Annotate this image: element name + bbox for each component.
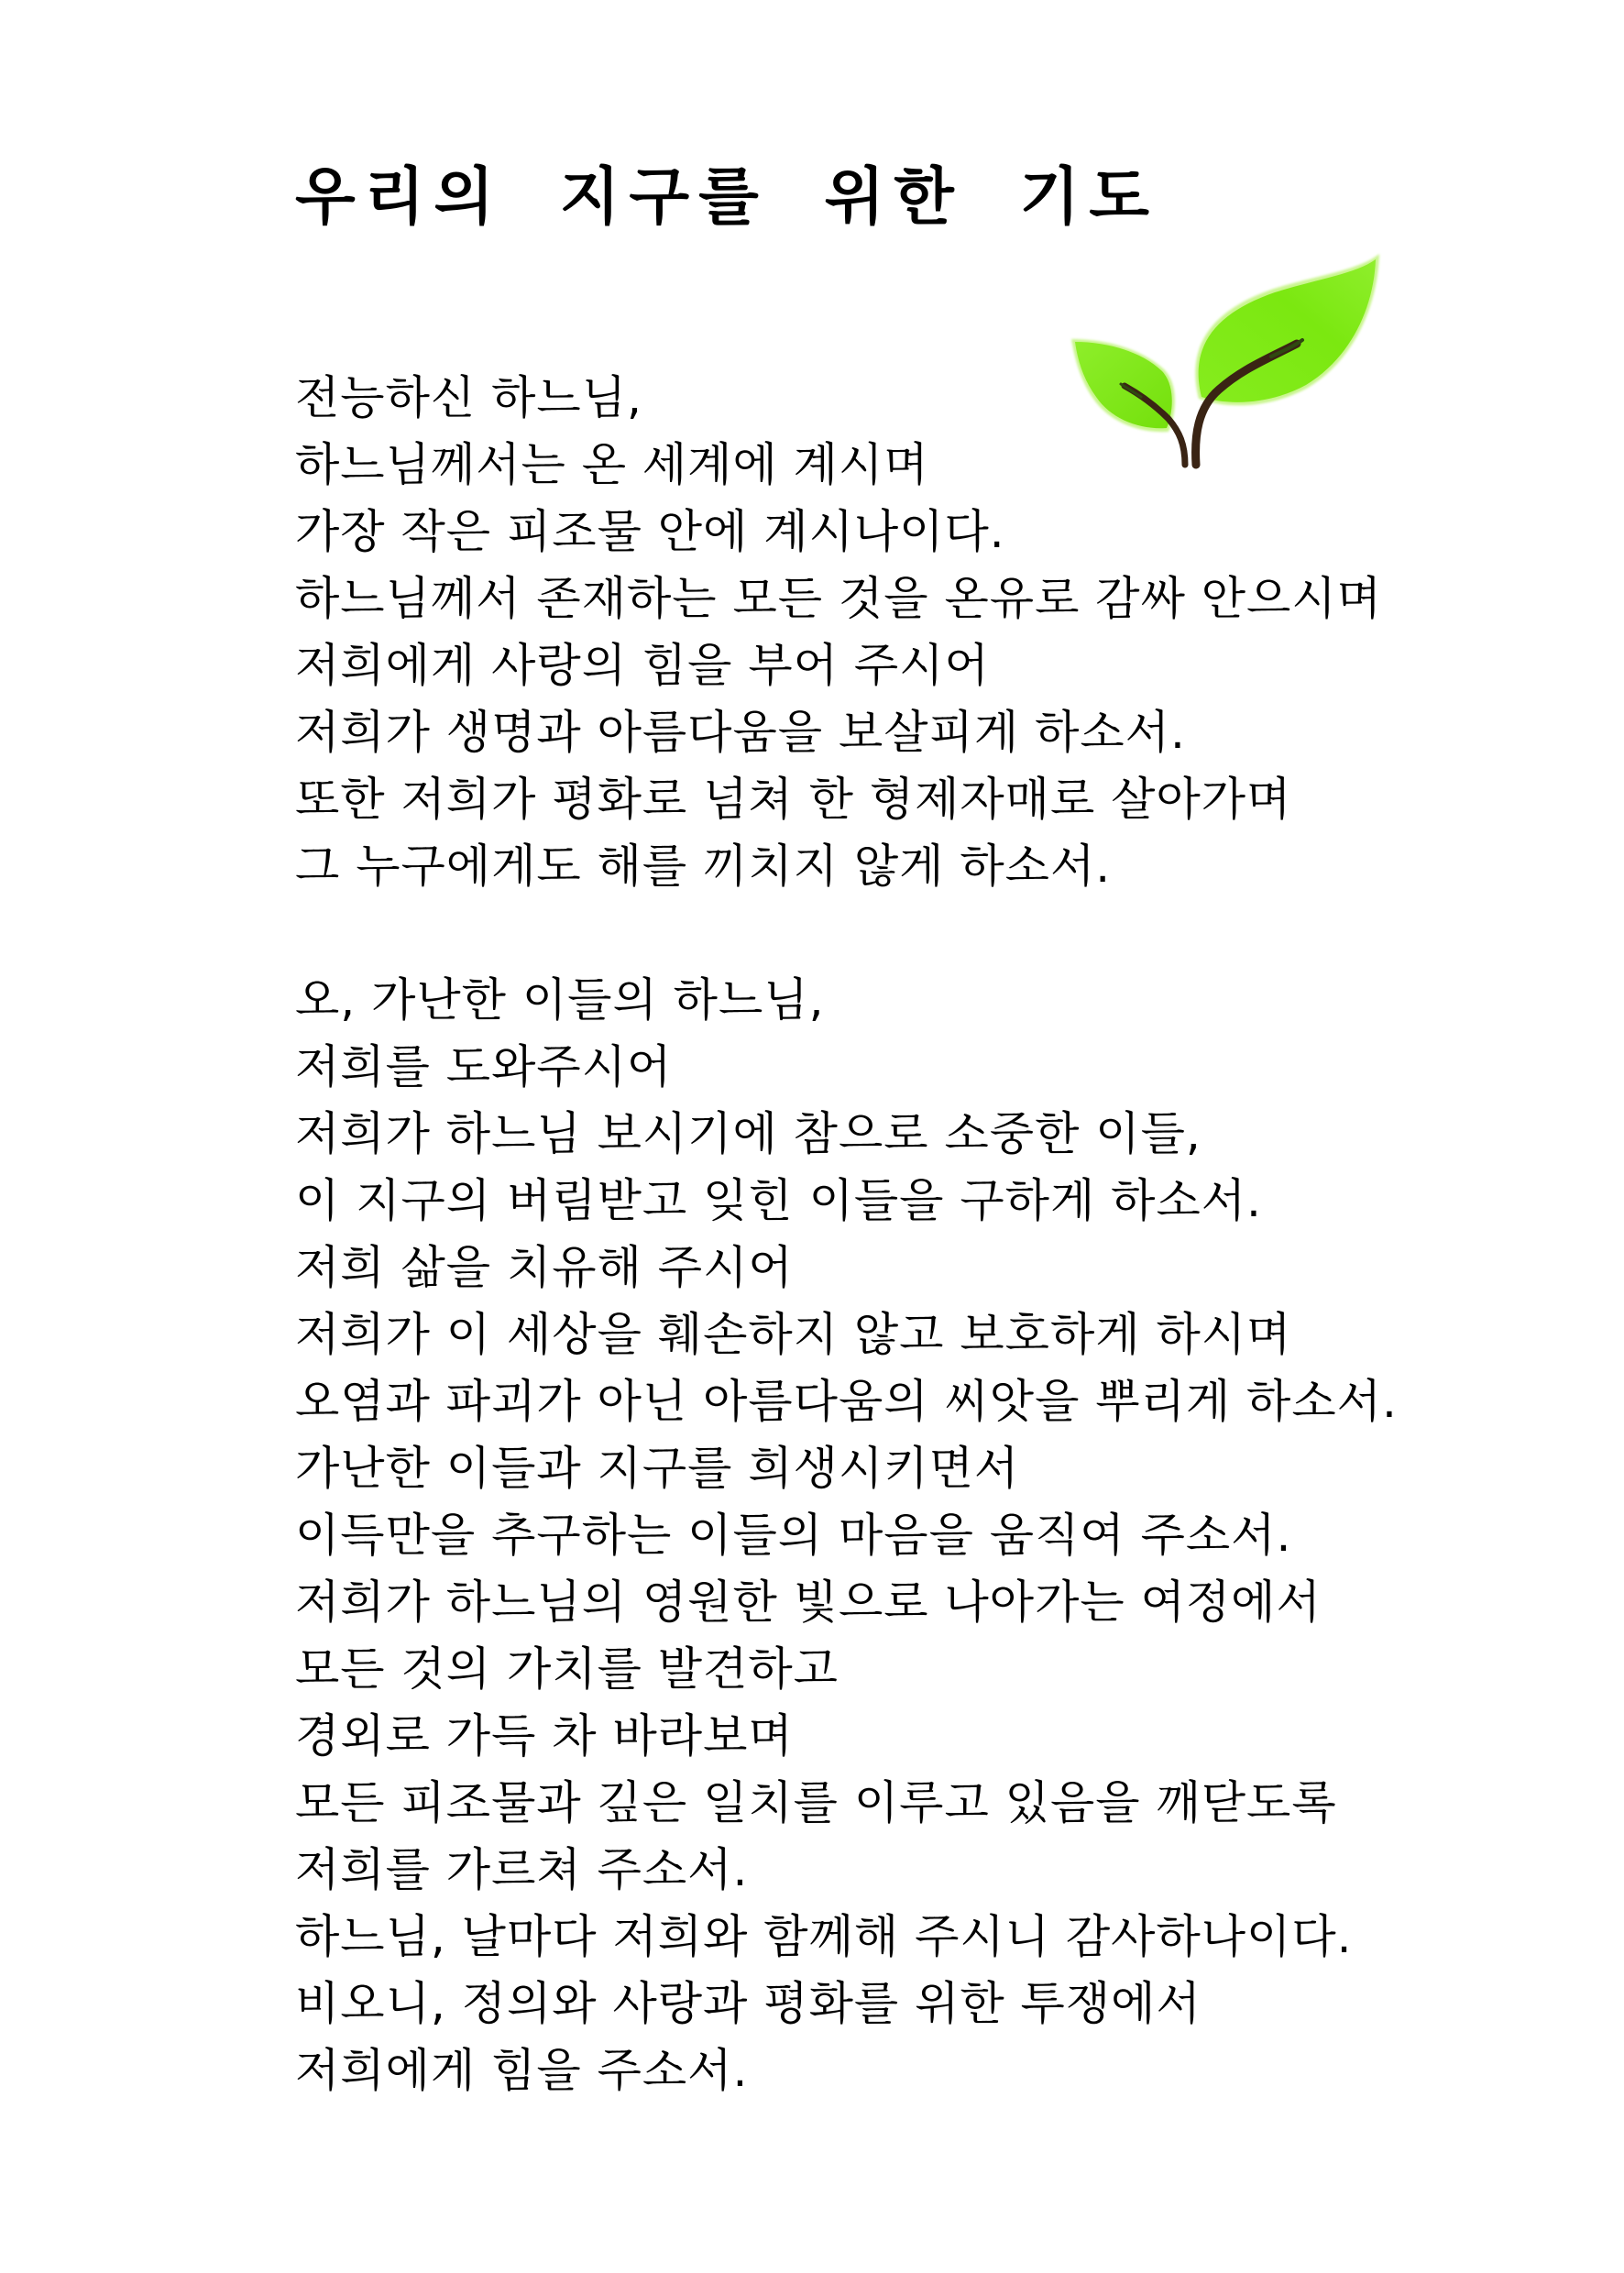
prayer-line: 저희가 하느님의 영원한 빛으로 나아가는 여정에서 xyxy=(295,1576,1322,1629)
prayer-line: 오염과 파괴가 아닌 아름다움의 씨앗을 뿌리게 하소서. xyxy=(295,1375,1398,1428)
prayer-line: 모든 것의 가치를 발견하고 xyxy=(295,1642,839,1696)
stanza-2 xyxy=(295,967,1398,2104)
prayer-line: 가난한 이들과 지구를 희생시키면서 xyxy=(295,1442,1020,1495)
prayer-line: 저희가 하느님 보시기에 참으로 소중한 이들, xyxy=(295,1107,1202,1160)
prayer-line: 저희가 이 세상을 훼손하지 않고 보호하게 하시며 xyxy=(295,1308,1292,1361)
prayer-line: 하느님, 날마다 저희와 함께해 주시니 감사하나이다. xyxy=(295,1910,1353,1963)
prayer-line: 저희가 생명과 아름다움을 보살피게 하소서. xyxy=(295,706,1186,759)
prayer-body xyxy=(295,365,1398,2171)
prayer-line: 경외로 가득 차 바라보며 xyxy=(295,1709,794,1762)
prayer-line: 모든 피조물과 깊은 일치를 이루고 있음을 깨닫도록 xyxy=(295,1776,1337,1829)
prayer-line: 저희를 가르쳐 주소서. xyxy=(295,1843,749,1896)
prayer-line: 비오니, 정의와 사랑과 평화를 위한 투쟁에서 xyxy=(295,1977,1202,2030)
prayer-line: 오, 가난한 이들의 하느님, xyxy=(295,973,825,1027)
prayer-line: 하느님께서 존재하는 모든 것을 온유로 감싸 안으시며 xyxy=(295,572,1382,625)
prayer-line: 저희에게 사랑의 힘을 부어 주시어 xyxy=(295,639,990,692)
prayer-line: 또한 저희가 평화로 넘쳐 한 형제자매로 살아가며 xyxy=(295,773,1292,826)
prayer-line: 이득만을 추구하는 이들의 마음을 움직여 주소서. xyxy=(295,1509,1292,1562)
page-title: 우리의 지구를 위한 기도 xyxy=(295,161,1158,234)
prayer-line: 그 누구에게도 해를 끼치지 않게 하소서. xyxy=(295,840,1112,893)
prayer-line: 이 지구의 버림받고 잊힌 이들을 구하게 하소서. xyxy=(295,1174,1262,1227)
prayer-line: 가장 작은 피조물 안에 계시나이다. xyxy=(295,505,1005,558)
prayer-line: 하느님께서는 온 세계에 계시며 xyxy=(295,438,929,491)
stanza-1 xyxy=(295,365,1398,900)
prayer-line: 저희 삶을 치유해 주시어 xyxy=(295,1241,794,1294)
prayer-line: 전능하신 하느님, xyxy=(295,371,642,424)
prayer-line: 저희에게 힘을 주소서. xyxy=(295,2044,749,2097)
prayer-line: 저희를 도와주시어 xyxy=(295,1040,673,1093)
